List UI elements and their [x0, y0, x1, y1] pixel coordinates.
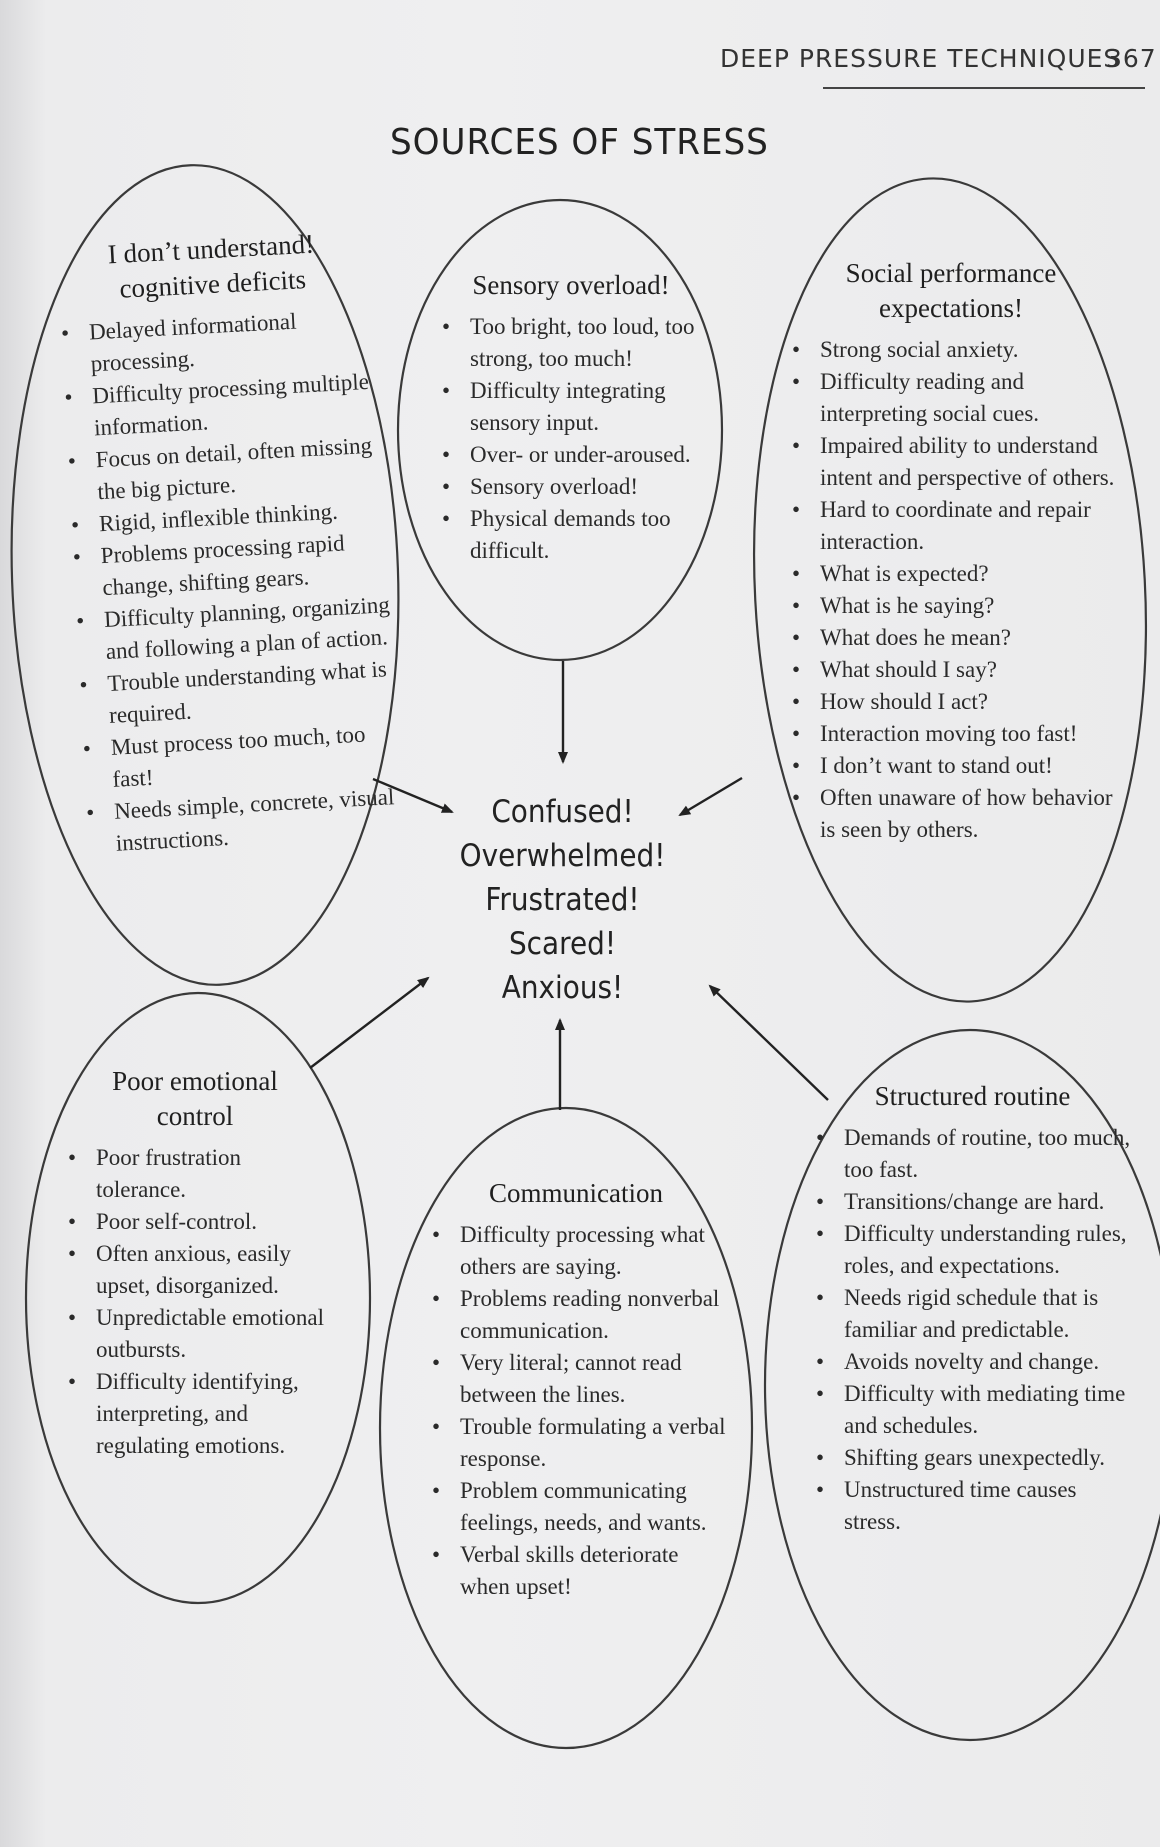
- list-item: • Verbal skills deteriorate when upset!: [426, 1539, 726, 1603]
- list-item: • Difficulty reading and interpreting social cues.: [786, 366, 1116, 430]
- list-item: • Rigid, inflexible thinking.: [64, 493, 385, 542]
- list-item: • Delayed informational processing.: [54, 302, 377, 383]
- page-number: 367: [1106, 44, 1157, 73]
- list-item: • Difficulty processing what others are saying.: [426, 1219, 726, 1283]
- state-label: Confused!: [491, 794, 634, 830]
- list-item: • Difficulty planning, organizing and following a plan of action.: [69, 589, 392, 670]
- list-item: • Needs simple, concrete, visual instructions.: [79, 781, 402, 862]
- list-item: • Demands of routine, too much, too fast.: [810, 1122, 1135, 1186]
- list-item: • Avoids novelty and change.: [810, 1346, 1135, 1378]
- list-item: • Unstructured time causes stress.: [810, 1474, 1135, 1538]
- list-item: • Problem communicating feelings, needs, and wants.: [426, 1475, 726, 1539]
- bullet-list: [54, 302, 402, 862]
- list-item: • Impaired ability to understand intent and perspective of others.: [786, 430, 1116, 494]
- arrow-from-social: [680, 778, 742, 815]
- list-item: • What is expected?: [786, 558, 1116, 590]
- bullet-list: [786, 334, 1116, 846]
- bullet-list: [810, 1122, 1135, 1538]
- list-item: • Transitions/change are hard.: [810, 1186, 1135, 1218]
- center-emotional-states: [440, 790, 685, 1010]
- list-item: • Must process too much, too fast!: [76, 717, 399, 798]
- state-label: Frustrated!: [485, 882, 640, 918]
- list-item: • Difficulty processing multiple information.: [58, 365, 381, 446]
- list-item: • Shifting gears unexpectedly.: [810, 1442, 1135, 1474]
- list-item: • I don’t want to stand out!: [786, 750, 1116, 782]
- list-item: • Problems processing rapid change, shifting gears.: [66, 525, 389, 606]
- node-title: Social performance expectations!: [845, 258, 1057, 323]
- node-communication: [426, 1176, 726, 1603]
- state-label: Anxious!: [501, 970, 624, 1006]
- node-structured-routine: [810, 1079, 1135, 1538]
- state-label: Scared!: [508, 926, 617, 962]
- list-item: • Often unaware of how behavior is seen by others.: [786, 782, 1116, 846]
- node-cognitive-deficits: [50, 224, 402, 862]
- arrow-from-emotional: [310, 978, 428, 1068]
- bullet-list: [62, 1142, 328, 1462]
- list-item: • Poor self-control.: [62, 1206, 328, 1238]
- node-title: Communication: [489, 1178, 663, 1208]
- list-item: • Difficulty with mediating time and schedules.: [810, 1378, 1135, 1442]
- list-item: • Hard to coordinate and repair interaction.: [786, 494, 1116, 558]
- node-sensory-overload: [436, 268, 706, 567]
- list-item: • Sensory overload!: [436, 471, 706, 503]
- list-item: • How should I act?: [786, 686, 1116, 718]
- list-item: • Very literal; cannot read between the lines.: [426, 1347, 726, 1411]
- bullet-list: [426, 1219, 726, 1603]
- node-social-expectations: [786, 256, 1116, 846]
- header-rule: [823, 87, 1145, 89]
- node-title: I don’t understand! cognitive deficits: [107, 228, 315, 304]
- list-item: • Trouble formulating a verbal response.: [426, 1411, 726, 1475]
- node-title: Structured routine: [874, 1081, 1071, 1111]
- bullet-list: [436, 311, 706, 567]
- node-title: Poor emotional control: [112, 1066, 278, 1131]
- list-item: • What does he mean?: [786, 622, 1116, 654]
- list-item: • Difficulty integrating sensory input.: [436, 375, 706, 439]
- list-item: • Poor frustration tolerance.: [62, 1142, 328, 1206]
- list-item: • Problems reading nonverbal communication.: [426, 1283, 726, 1347]
- diagram-title: SOURCES OF STRESS: [390, 122, 769, 163]
- list-item: • What is he saying?: [786, 590, 1116, 622]
- list-item: • Unpredictable emotional outbursts.: [62, 1302, 328, 1366]
- list-item: • Interaction moving too fast!: [786, 718, 1116, 750]
- running-head: DEEP PRESSURE TECHNIQUES: [720, 44, 1121, 73]
- list-item: • Often anxious, easily upset, disorganized.: [62, 1238, 328, 1302]
- list-item: • Trouble understanding what is required.: [73, 653, 396, 734]
- list-item: • Too bright, too loud, too strong, too much!: [436, 311, 706, 375]
- node-emotional-control: [62, 1064, 328, 1462]
- list-item: • Focus on detail, often missing the big picture.: [61, 429, 384, 510]
- list-item: • Over- or under-aroused.: [436, 439, 706, 471]
- list-item: • Needs rigid schedule that is familiar and predictable.: [810, 1282, 1135, 1346]
- list-item: • Physical demands too difficult.: [436, 503, 706, 567]
- node-title: Sensory overload!: [472, 270, 670, 300]
- list-item: • Strong social anxiety.: [786, 334, 1116, 366]
- list-item: • Difficulty understanding rules, roles, and expectations.: [810, 1218, 1135, 1282]
- state-label: Overwhelmed!: [459, 838, 666, 874]
- list-item: • What should I say?: [786, 654, 1116, 686]
- list-item: • Difficulty identifying, interpreting, and regulating emotions.: [62, 1366, 328, 1462]
